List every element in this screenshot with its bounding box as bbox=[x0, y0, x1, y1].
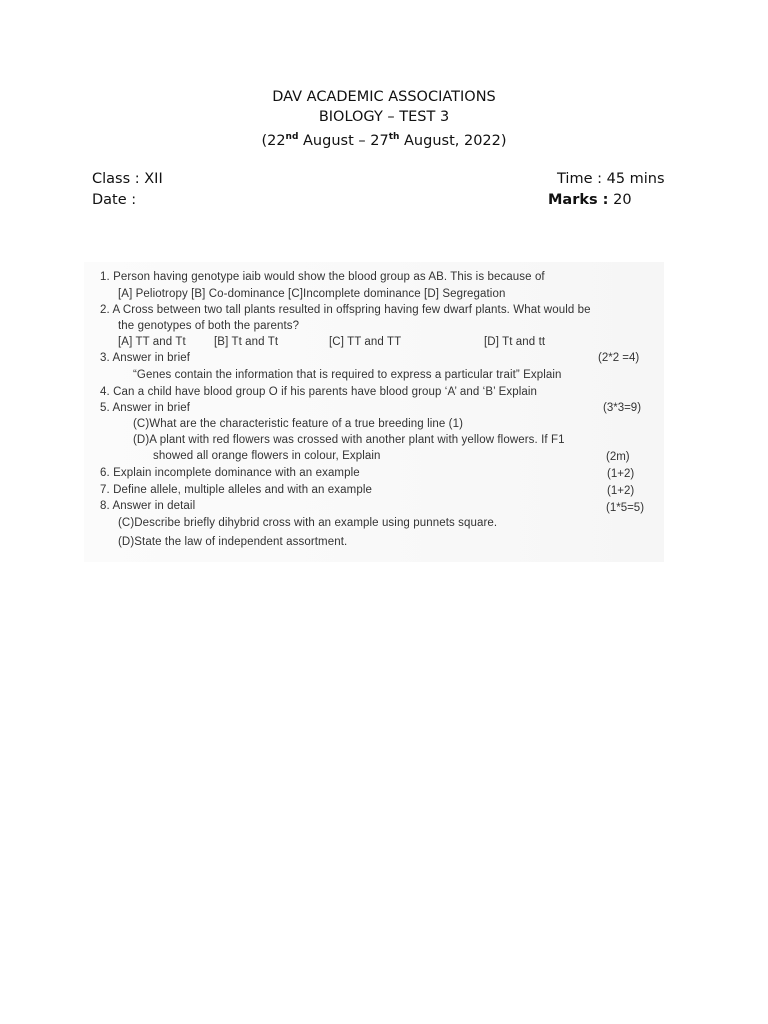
question-8-marks: (1*5=5) bbox=[606, 502, 645, 514]
question-5-part-d-marks: (2m) bbox=[606, 451, 630, 463]
question-2-option-b: [B] Tt and Tt bbox=[214, 336, 279, 348]
question-3-marks: (2*2 =4) bbox=[598, 352, 640, 364]
institution-name: DAV ACADEMIC ASSOCIATIONS bbox=[272, 89, 496, 105]
question-6-marks: (1+2) bbox=[607, 468, 635, 480]
question-3: 3. Answer in brief bbox=[100, 352, 191, 364]
question-5-part-c: (C)What are the characteristic feature of a true breeding line (1) bbox=[133, 418, 464, 430]
class-label: Class : XII bbox=[92, 171, 163, 187]
question-1: 1. Person having genotype iaib would show the blood group as AB. This is because of bbox=[100, 271, 545, 283]
question-3-part-a: “Genes contain the information that is required to express a particular trait” Explain bbox=[133, 369, 562, 381]
test-dates: (22nd August – 27th August, 2022) bbox=[261, 132, 507, 149]
marks-value: 20 bbox=[608, 192, 632, 208]
marks-label: Marks : bbox=[548, 192, 609, 208]
question-2-option-d: [D] Tt and tt bbox=[484, 336, 546, 348]
question-7: 7. Define allele, multiple alleles and with an example bbox=[100, 484, 372, 496]
question-2-continued: the genotypes of both the parents? bbox=[118, 320, 300, 332]
time-label: Time : 45 mins bbox=[557, 171, 665, 187]
question-1-options: [A] Peliotropy [B] Co-dominance [C]Incomplete dominance [D] Segregation bbox=[118, 288, 506, 300]
question-2-option-a: [A] TT and Tt bbox=[118, 336, 186, 348]
question-5-part-d-continued: showed all orange flowers in colour, Explain bbox=[153, 450, 381, 462]
question-8-part-c: (C)Describe briefly dihybrid cross with an example using punnets square. bbox=[118, 517, 498, 529]
exam-header bbox=[0, 87, 768, 151]
date-label: Date : bbox=[92, 192, 137, 208]
marks-info bbox=[548, 192, 632, 208]
question-8-part-d: (D)State the law of independent assortment. bbox=[118, 536, 348, 548]
question-5: 5. Answer in brief bbox=[100, 402, 191, 414]
question-5-part-d: (D)A plant with red flowers was crossed with another plant with yellow flowers. If F1 bbox=[133, 434, 565, 446]
question-2: 2. A Cross between two tall plants resulted in offspring having few dwarf plants. What would be bbox=[100, 304, 591, 316]
question-6: 6. Explain incomplete dominance with an example bbox=[100, 467, 360, 479]
question-8: 8. Answer in detail bbox=[100, 500, 196, 512]
question-2-option-c: [C] TT and TT bbox=[329, 336, 402, 348]
test-title: BIOLOGY – TEST 3 bbox=[318, 109, 450, 125]
question-7-marks: (1+2) bbox=[607, 485, 635, 497]
question-5-marks: (3*3=9) bbox=[603, 402, 642, 414]
question-4: 4. Can a child have blood group O if his parents have blood group ‘A’ and ‘B’ Explain bbox=[100, 386, 538, 398]
